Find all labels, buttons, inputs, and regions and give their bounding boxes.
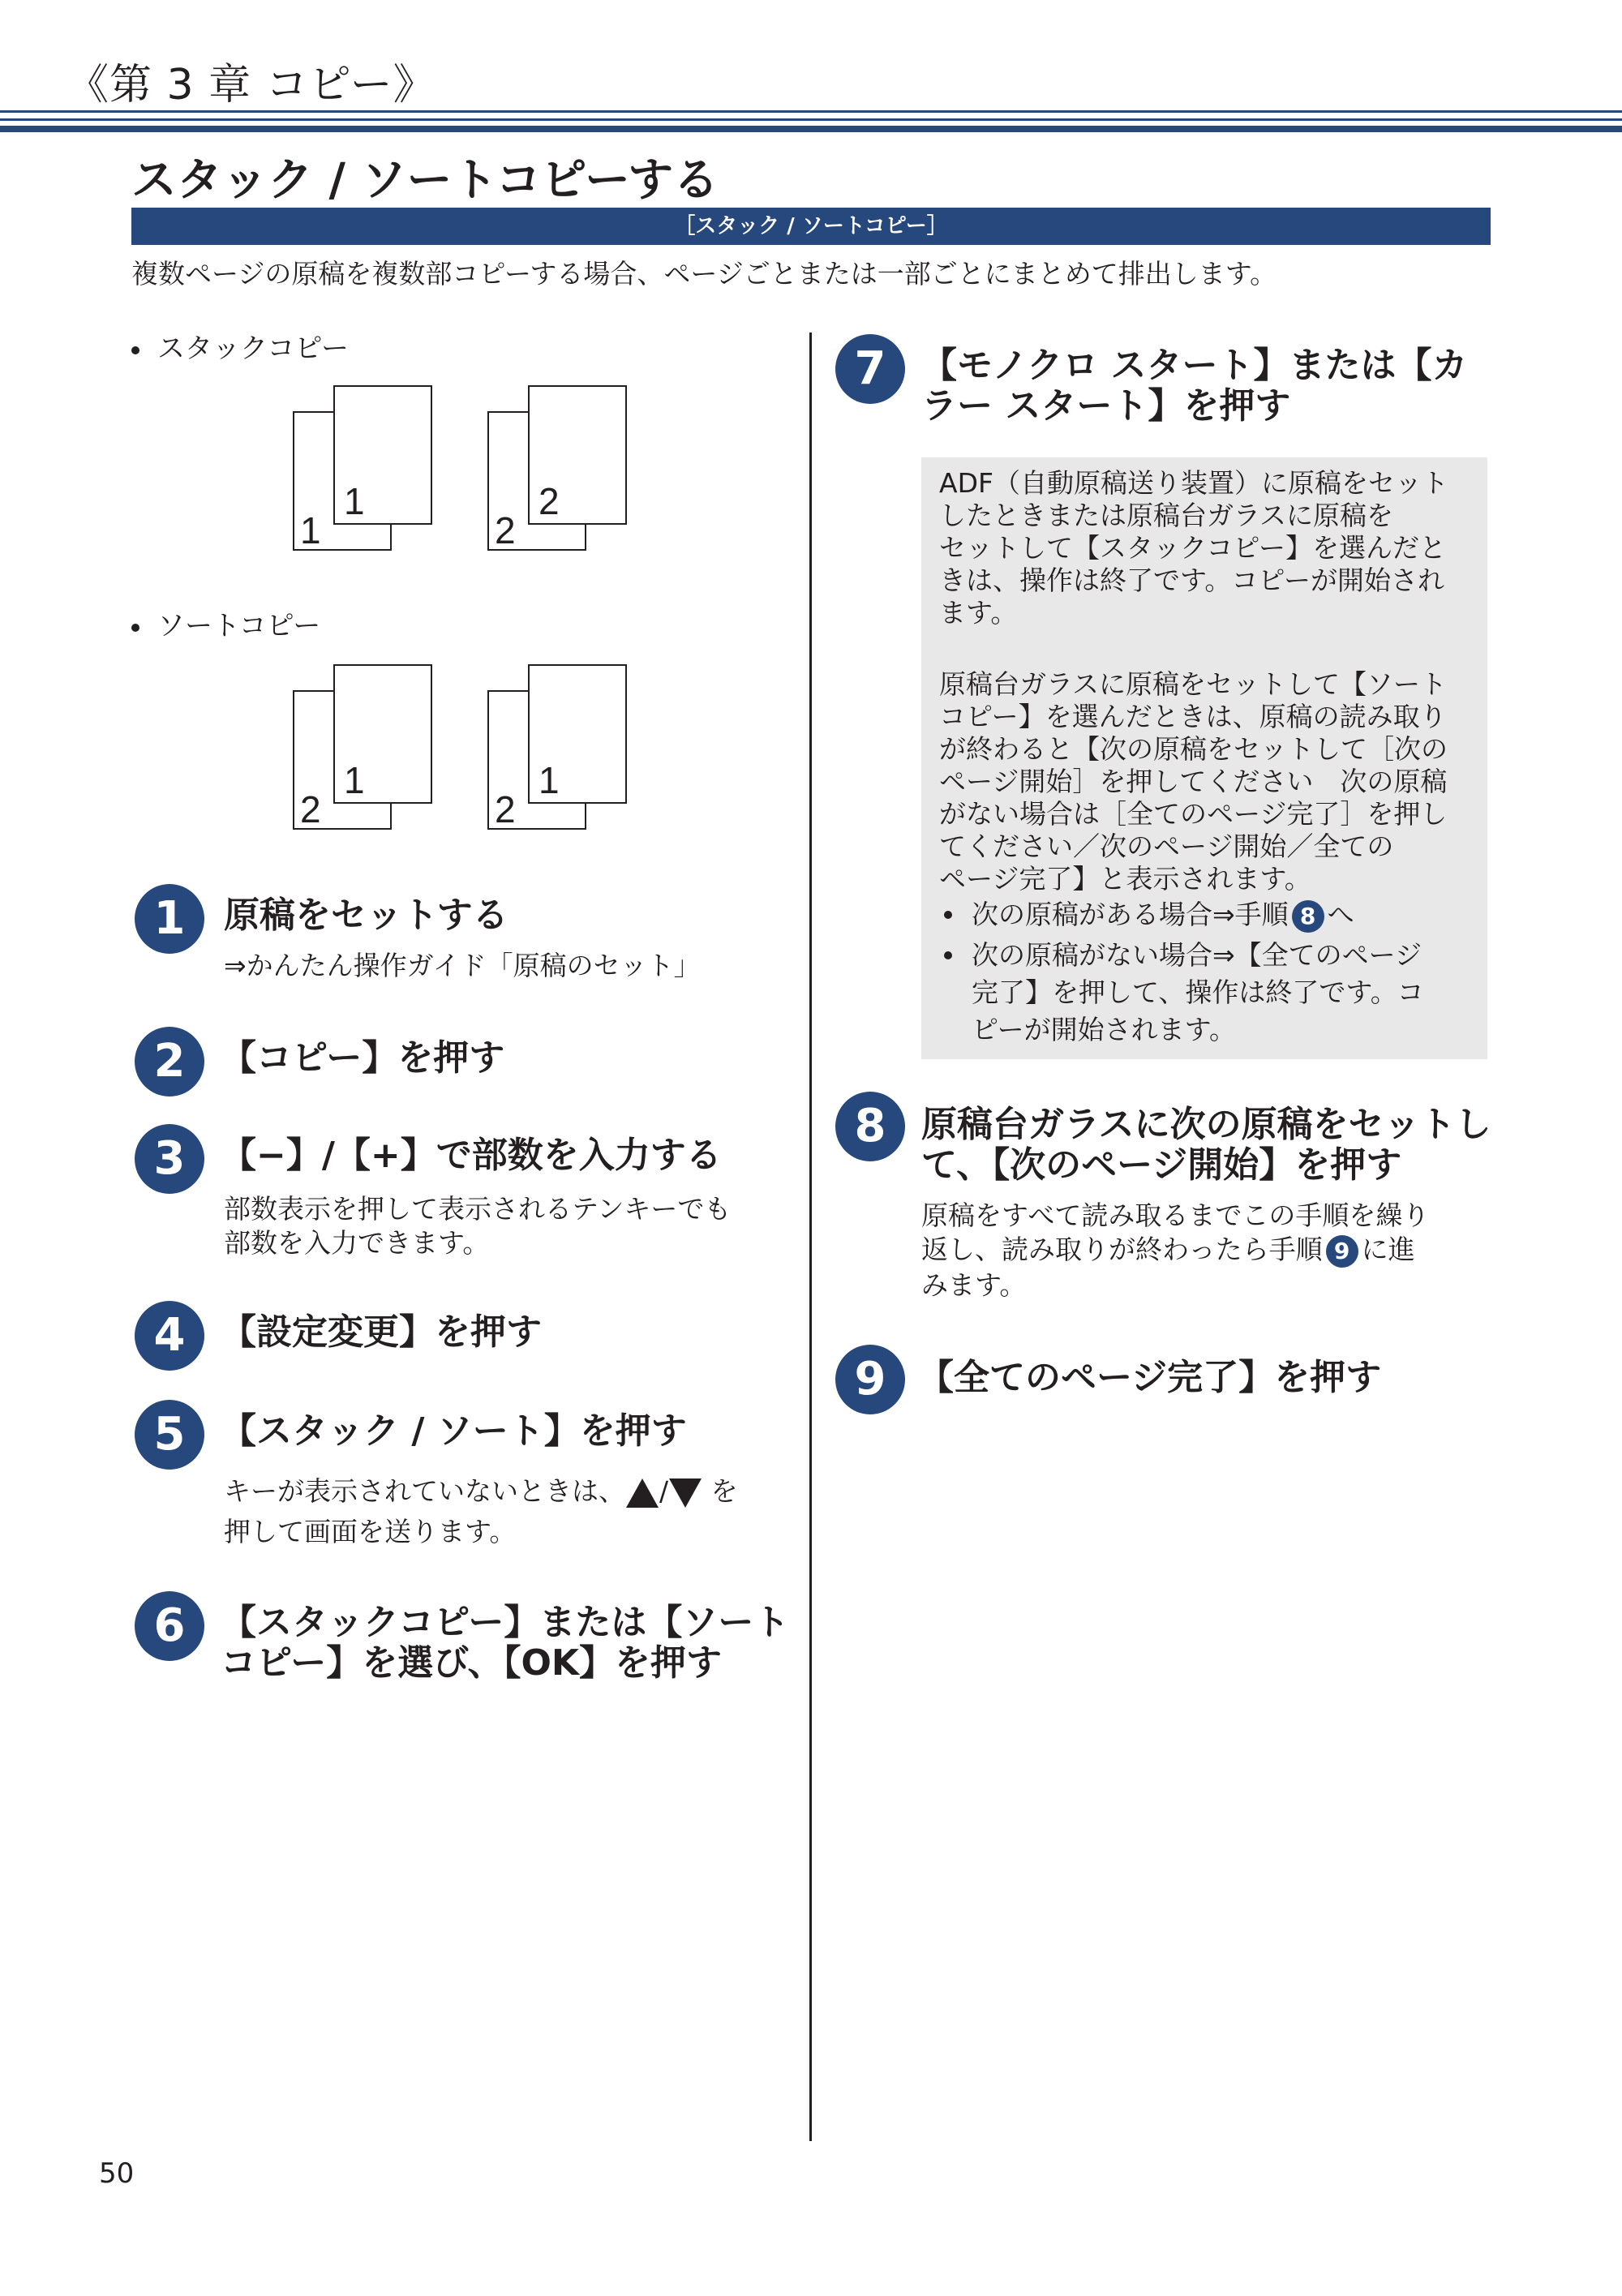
sort-copy-bullet: [131, 603, 320, 643]
step-8-text: 原稿をすべて読み取るまでこの手順を繰り: [921, 1199, 1430, 1231]
step-number-7: 7: [835, 334, 905, 404]
step-8-text: [921, 1233, 1415, 1268]
step-8-text: みます。: [921, 1269, 1027, 1301]
note-line: がない場合は［全てのページ完了］を押し: [939, 798, 1448, 830]
step-5-text: [224, 1474, 738, 1509]
note-list-item: [939, 939, 1474, 972]
page-set-1: [294, 665, 431, 830]
note-line: セットして【スタックコピー】を選んだと: [939, 532, 1447, 564]
slash: /: [659, 1475, 669, 1507]
step-7-title: ラー スタート】を押す: [921, 385, 1291, 427]
step-number-8: 8: [835, 1092, 905, 1161]
step-5-text-part: を: [710, 1475, 738, 1507]
step-5-text-part: キーが表示されていないときは、: [224, 1475, 625, 1507]
menu-path-bar: ［スタック / ソートコピー］: [131, 208, 1491, 245]
header-rule: [0, 110, 1622, 113]
note-list-text: 次の原稿がある場合⇒手順: [972, 899, 1289, 930]
note-list-text: 次の原稿がない場合⇒【全てのページ: [972, 939, 1422, 971]
note-line: てください／次のページ開始／全ての: [939, 830, 1394, 862]
bullet-dot: [944, 951, 952, 959]
bullet-dot: [131, 346, 139, 354]
step-8-text-part: に進: [1361, 1234, 1415, 1265]
step-6-title: 【スタックコピー】または【ソート: [221, 1602, 790, 1643]
step-number-1: 1: [135, 884, 204, 954]
step-ref-8[interactable]: 8: [1292, 900, 1324, 933]
step-5-title: 【スタック / ソート】を押す: [221, 1410, 687, 1452]
page-number: 50: [99, 2157, 135, 2190]
note-line: 原稿台ガラスに原稿をセットして【ソート: [939, 668, 1448, 700]
step-4-title: 【設定変更】を押す: [221, 1311, 542, 1353]
step-7-note: [921, 457, 1487, 1059]
note-line: したときまたは原稿台ガラスに原稿を: [939, 500, 1394, 531]
note-list-text: ピーが開始されます。: [972, 1014, 1237, 1045]
step-number-4: 4: [135, 1301, 204, 1371]
step-8-title: て、【次のページ開始】を押す: [921, 1144, 1402, 1186]
bullet-dot: [131, 624, 139, 632]
step-ref-9[interactable]: 9: [1326, 1235, 1358, 1268]
step-7-title: 【モノクロ スタート】または【カ: [921, 345, 1468, 386]
step-number-9: 9: [835, 1345, 905, 1414]
header-rule: [0, 126, 1622, 132]
step-1-title: 原稿をセットする: [224, 895, 508, 936]
note-line: が終わると【次の原稿をセットして［次の: [939, 733, 1448, 765]
step-8-title: 原稿台ガラスに次の原稿をセットし: [921, 1104, 1491, 1145]
step-number-3: 3: [135, 1124, 204, 1194]
note-line: ページ完了】と表示されます。: [939, 863, 1311, 895]
note-line: きは、操作は終了です。コピーが開始され: [939, 564, 1445, 596]
page-number: 2: [539, 480, 560, 522]
up-triangle-icon: [625, 1477, 659, 1509]
note-list-text: へ: [1327, 899, 1354, 930]
column-divider: [809, 333, 812, 2141]
sort-copy-label: ソートコピー: [157, 610, 321, 642]
note-line: ます。: [939, 597, 1018, 629]
page-number: 1: [539, 759, 560, 801]
bullet-dot: [944, 911, 952, 919]
step-5-text: 押して画面を送ります。: [224, 1516, 517, 1547]
down-triangle-icon: [668, 1477, 702, 1509]
note-line: コピー】を選んだときは、原稿の読み取り: [939, 701, 1447, 732]
sort-copy-diagram: [289, 660, 646, 835]
step-number-2: 2: [135, 1027, 204, 1097]
page-number: 1: [344, 480, 365, 522]
page-number: 1: [344, 759, 365, 801]
page-number: 2: [495, 509, 516, 551]
note-line: ページ開始］を押してください 次の原稿: [939, 766, 1448, 797]
step-6-title: コピー】を選び、【OK】を押す: [221, 1642, 722, 1684]
step-8-text-part: 返し、読み取りが終わったら手順: [921, 1234, 1323, 1265]
step-2-title: 【コピー】を押す: [221, 1037, 505, 1079]
step-3-title: 【−】/【+】で部数を入力する: [221, 1135, 722, 1176]
page-set-2: [488, 386, 626, 551]
note-list-text: 完了】を押して、操作は終了です。コ: [972, 976, 1424, 1008]
step-3-text: 部数を入力できます。: [224, 1227, 490, 1259]
note-list-item: [939, 899, 1474, 933]
stack-copy-label: スタックコピー: [157, 333, 349, 365]
step-1-reference-link[interactable]: ⇒かんたん操作ガイド「原稿のセット」: [224, 950, 701, 981]
stack-copy-diagram: [289, 381, 646, 556]
page-number: 2: [300, 788, 321, 830]
chapter-heading: 《第 3 章 コピー》: [67, 61, 436, 109]
step-number-6: 6: [135, 1591, 204, 1661]
page-number: 2: [495, 788, 516, 830]
page-number: 1: [300, 509, 321, 551]
note-line: ADF（自動原稿送り装置）に原稿をセット: [939, 467, 1448, 499]
intro-text: 複数ページの原稿を複数部コピーする場合、ページごとまたは一部ごとにまとめて排出します。: [131, 258, 1277, 290]
stack-copy-bullet: [131, 326, 349, 366]
page-set-1: [294, 386, 431, 551]
step-3-text: 部数表示を押して表示されるテンキーでも: [224, 1193, 732, 1225]
header-rule: [0, 118, 1622, 121]
page-title: スタック / ソートコピーする: [131, 154, 719, 207]
step-9-title: 【全てのページ完了】を押す: [918, 1357, 1382, 1398]
page-set-2: [488, 665, 626, 830]
step-number-5: 5: [135, 1400, 204, 1470]
